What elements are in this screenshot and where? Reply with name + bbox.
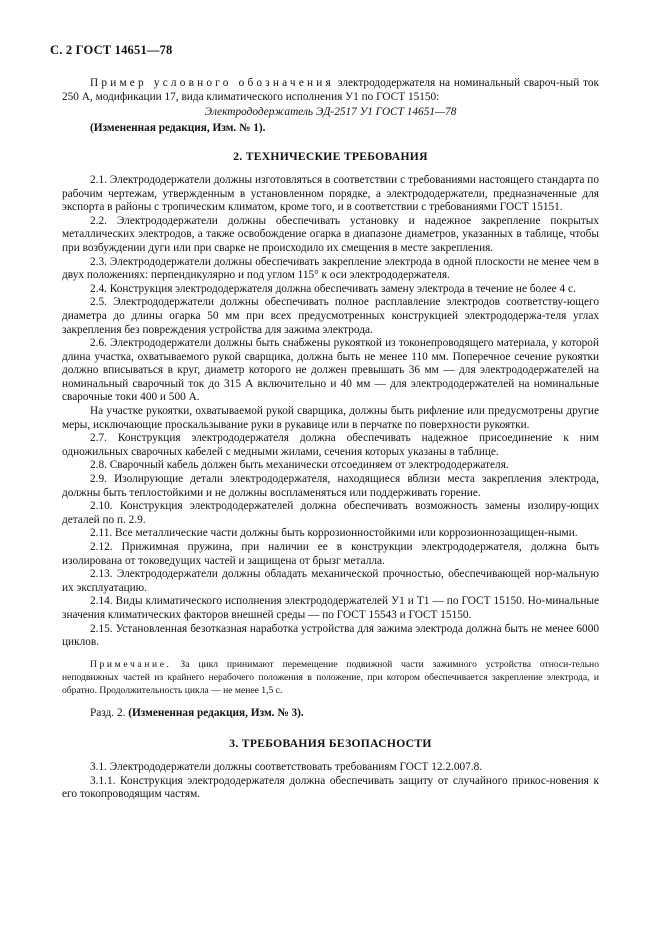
edition-bold: (Измененная редакция, Изм. № 3).	[128, 706, 304, 719]
clause-2-3: 2.3. Электрододержатели должны обеспечивать закрепление электрода в одной плоскости не менее чем в двух положениях: перпендикулярно и под углом 115° к оси электрододержателя.	[62, 255, 599, 282]
edition-lead: Разд. 2.	[90, 706, 129, 719]
section-2-note	[62, 658, 599, 697]
clause-2-7: 2.7. Конструкция электрододержателя должна обеспечивать надежное присоединение к ним одножильных сварочных кабелей с медными жилами, сечения которых указаны в таблице.	[62, 432, 599, 458]
clause-2-2: 2.2. Электрододержатели должны обеспечивать установку и надежное закрепление покрытых металлических электродов, а также освобождение огарка в диапазоне диаметров, указанных в таблице, чтобы при возбуждении дуги или при сварке не происходило их смещения в месте закрепления.	[62, 214, 599, 254]
clause-2-11: 2.11. Все металлические части должны быть коррозионностойкими или коррозионнозащищен-ными.	[90, 527, 578, 540]
clause-2-13: 2.13. Электрододержатели должны обладать механической прочностью, обеспечивающей нор-мальную их эксплуатацию.	[62, 568, 599, 594]
clause-2-8: 2.8. Сварочный кабель должен быть механически отсоединяем от электрододержателя.	[90, 459, 509, 472]
document-body	[62, 77, 599, 802]
example-lead: Пример условного обозначения	[90, 77, 334, 89]
example-edition: (Измененная редакция, Изм. № 1).	[90, 121, 266, 134]
clause-2-4: 2.4. Конструкция электрододержателя должна обеспечивать замену электрода в течение не более 4 с.	[90, 282, 576, 295]
page-header: С. 2 ГОСТ 14651—78	[50, 43, 173, 57]
clause-2-10: 2.10. Конструкция электрододержателей должна обеспечивать возможность замены изолиру-ющих деталей по п. 2.9.	[62, 500, 599, 526]
note-lead: Примечание.	[90, 658, 172, 670]
clause-2-14: 2.14. Виды климатического исполнения электрододержателей У1 и Т1 — по ГОСТ 15150. Но-минальные значения климатических факторов внешней среды — по ГОСТ 15543 и ГОСТ 15150.	[62, 595, 599, 621]
clause-2-6: 2.6. Электрододержатели должны быть снабжены рукояткой из токонепроводящего материала, у которой длина участка, охватываемого рукой сварщика, должна быть не менее 110 мм. Поперечное сечение рукоятки должно вписываться в круг, диаметр которого не должен превышать 36 мм — для электрододержателей на номинальный сварочный ток до 315 А включительно и 40 мм — для электрододержателей на номинальные сварочные токи 400 и 500 А.	[62, 337, 599, 404]
example-text: электрододержателя на номинальный свароч-ный ток 250 А, модификации 17, вида климатического исполнения У1 по ГОСТ 15150:	[62, 77, 599, 103]
clause-2-12: 2.12. Прижимная пружина, при наличии ее в конструкции электрододержателя, должна быть изолирована от токоведущих частей и защищена от брызг металла.	[62, 541, 599, 567]
example-designation: Электрододержатель ЭД-2517 У1 ГОСТ 14651—78	[204, 106, 457, 119]
clause-2-5: 2.5. Электрододержатели должны обеспечивать полное расплавление электродов соответству-ющего диаметра до длины огарка 50 мм при всех предусмотренных конструкцией электрододержа-теля углах закрепления без повреждения устройства для зажима электрода.	[62, 296, 599, 336]
clause-3-1: 3.1. Электрододержатели должны соответствовать требованиям ГОСТ 12.2.007.8.	[90, 760, 483, 773]
clause-2-9: 2.9. Изолирующие детали электрододержателя, находящиеся вблизи места закрепления электрода, должны быть теплостойкими и не должны воспламеняться или поддерживать горение.	[62, 473, 599, 499]
clause-3-1-1: 3.1.1. Конструкция электрододержателя должна обеспечивать защиту от случайного прикос-новения к его токопроводящим частям.	[62, 774, 599, 801]
section-2-title: 2. ТЕХНИЧЕСКИЕ ТРЕБОВАНИЯ	[233, 150, 428, 164]
designation-example	[62, 77, 599, 104]
section-3-title: 3. ТРЕБОВАНИЯ БЕЗОПАСНОСТИ	[229, 737, 432, 751]
clause-2-1: 2.1. Электрододержатели должны изготовляться в соответствии с требованиями настоящего стандарта по рабочим чертежам, утвержденным в установленном порядке, а электрододержатели, предназначенные для экспорта в районы с тропическим климатом, кроме того, и в соответствии с требованиями ГОСТ 15151.	[62, 173, 599, 214]
section-2-edition	[62, 707, 599, 721]
clause-2-15: 2.15. Установленная безотказная наработка устройства для зажима электрода должна быть не менее 6000 циклов.	[62, 622, 599, 649]
note-text: За цикл принимают перемещение подвижной части зажимного устройства относи-тельно неподвижных частей из крайнего нерабочего положения в положение, при котором обеспечивается закрепление электрода, и обратно. Продолжительность цикла — не менее 1,5 с.	[62, 658, 599, 696]
clause-2-6-handle: На участке рукоятки, охватываемой рукой сварщика, должны быть рифление или предусмотрены другие меры, исключающие проскальзывание руки в рукавице или в перчатке по поверхности рукоятки.	[62, 405, 599, 431]
